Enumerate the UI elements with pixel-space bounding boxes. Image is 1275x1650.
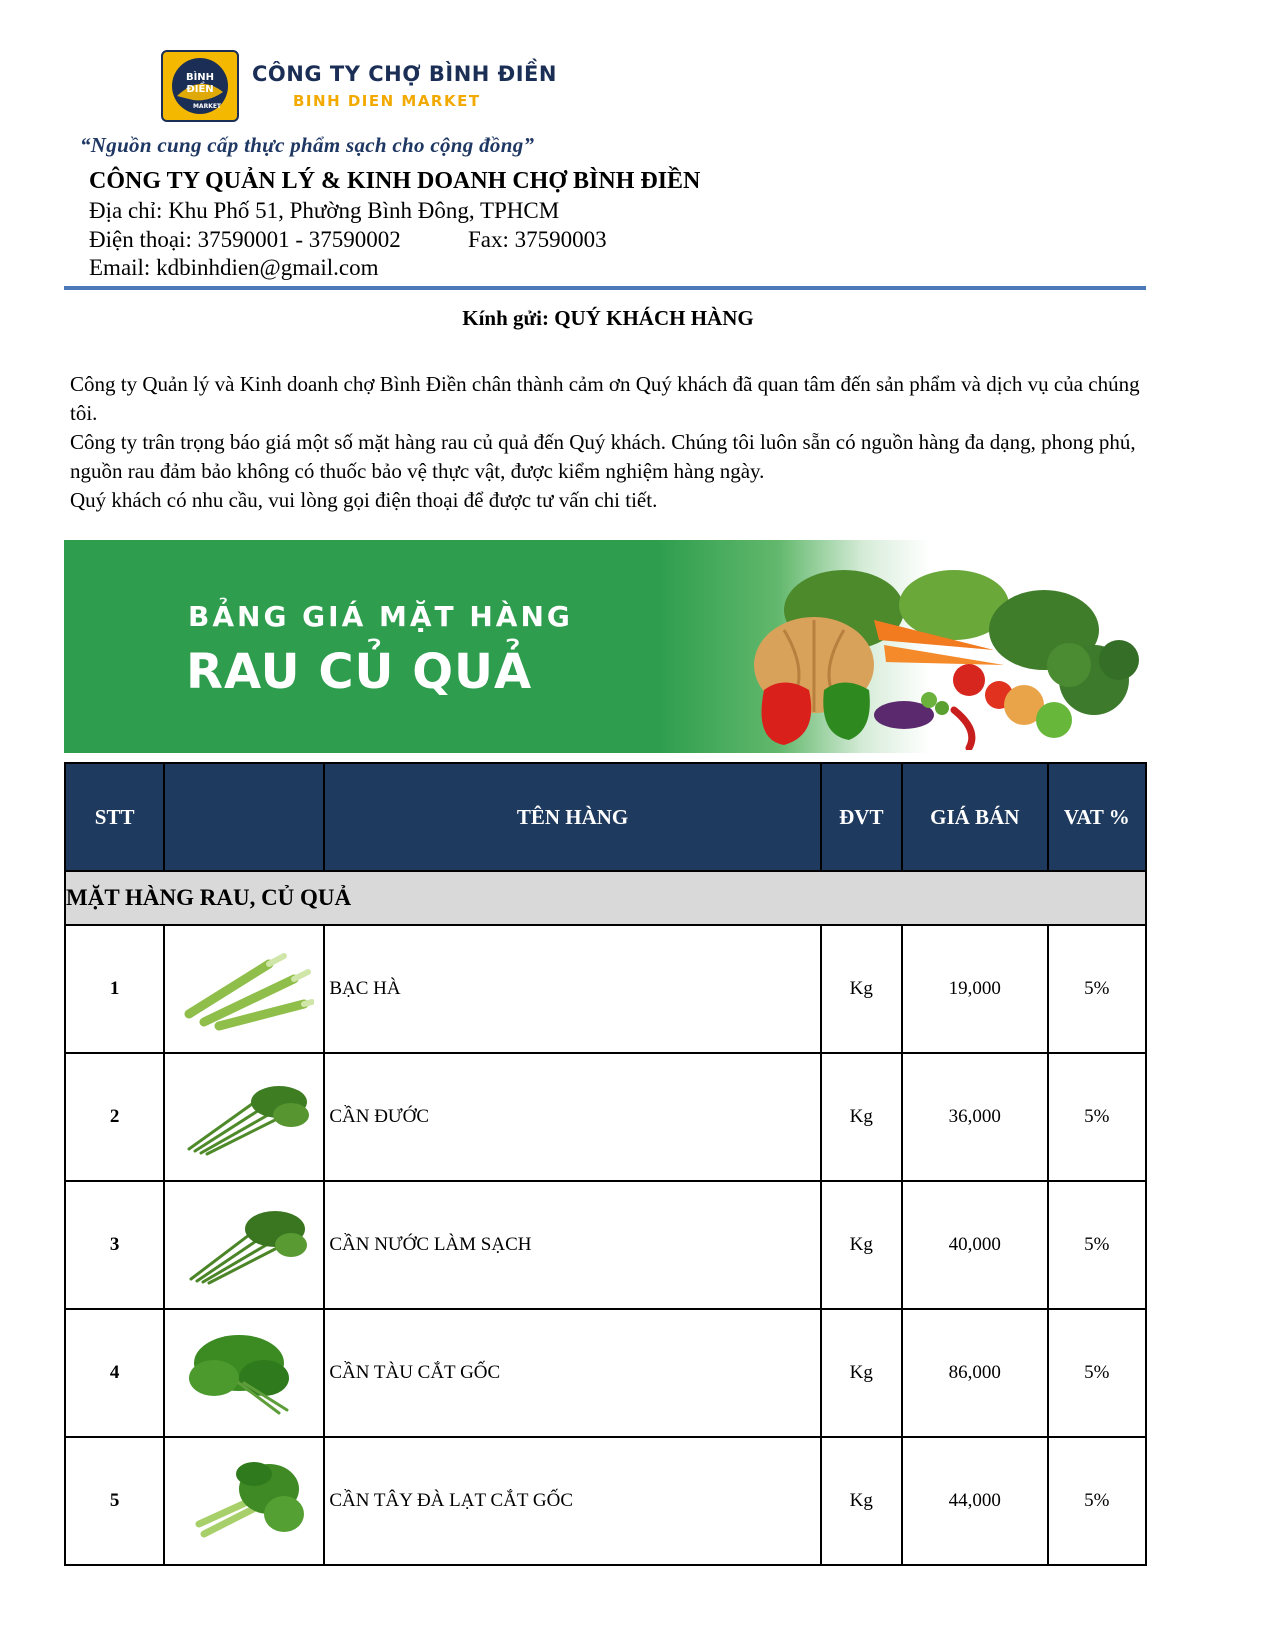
row-name: CẦN TÀU CẮT GỐC bbox=[324, 1309, 820, 1437]
row-unit: Kg bbox=[821, 1437, 902, 1565]
company-email: Email: kdbinhdien@gmail.com bbox=[89, 255, 379, 280]
table-row bbox=[65, 1181, 1146, 1309]
product-image bbox=[164, 1181, 324, 1309]
header-stt: STT bbox=[65, 763, 164, 871]
row-unit: Kg bbox=[821, 1181, 902, 1309]
row-vat: 5% bbox=[1048, 1053, 1146, 1181]
row-name: BẠC HÀ bbox=[324, 925, 820, 1053]
fish-logo-icon bbox=[163, 52, 237, 120]
row-name: CẦN ĐƯỚC bbox=[324, 1053, 820, 1181]
row-unit: Kg bbox=[821, 1053, 902, 1181]
banner-title-line1: BẢNG GIÁ MẶT HÀNG bbox=[188, 600, 573, 633]
logo-company-name: CÔNG TY CHỢ BÌNH ĐIỀN bbox=[252, 62, 557, 86]
row-stt: 4 bbox=[65, 1309, 164, 1437]
can-tay-icon bbox=[179, 1454, 309, 1549]
row-vat: 5% bbox=[1048, 1309, 1146, 1437]
logo-badge-line3: MARKET bbox=[192, 103, 222, 110]
banner-title-line2: RAU CỦ QUẢ bbox=[186, 644, 533, 700]
can-duoc-icon bbox=[179, 1077, 309, 1157]
row-stt: 5 bbox=[65, 1437, 164, 1565]
row-vat: 5% bbox=[1048, 1437, 1146, 1565]
logo-badge-line2: ĐIỀN bbox=[186, 84, 214, 95]
header-unit: ĐVT bbox=[821, 763, 902, 871]
section-row bbox=[65, 871, 1146, 925]
product-image bbox=[164, 925, 324, 1053]
row-name: CẦN TÂY ĐÀ LẠT CẮT GỐC bbox=[324, 1437, 820, 1565]
intro-paragraph-1: Công ty Quản lý và Kinh doanh chợ Bình Điền chân thành cảm ơn Quý khách đã quan tâm đến sản phẩm và dịch vụ của chúng tôi. bbox=[70, 372, 1140, 425]
header-image bbox=[164, 763, 324, 871]
row-name: CẦN NƯỚC LÀM SẠCH bbox=[324, 1181, 820, 1309]
greeting: Kính gửi: QUÝ KHÁCH HÀNG bbox=[462, 306, 754, 330]
product-image bbox=[164, 1053, 324, 1181]
row-price: 44,000 bbox=[902, 1437, 1048, 1565]
company-name: CÔNG TY QUẢN LÝ & KINH DOANH CHỢ BÌNH ĐIỀN bbox=[89, 168, 701, 194]
row-vat: 5% bbox=[1048, 1181, 1146, 1309]
table-row bbox=[65, 1437, 1146, 1565]
company-logo bbox=[161, 50, 239, 122]
table-row bbox=[65, 1309, 1146, 1437]
table-header-row bbox=[65, 763, 1146, 871]
row-stt: 2 bbox=[65, 1053, 164, 1181]
bac-ha-icon bbox=[174, 944, 314, 1034]
intro-paragraph-3: Quý khách có nhu cầu, vui lòng gọi điện thoại để được tư vấn chi tiết. bbox=[70, 488, 658, 512]
row-price: 19,000 bbox=[902, 925, 1048, 1053]
price-list-banner bbox=[64, 540, 1146, 753]
company-address: Địa chỉ: Khu Phố 51, Phường Bình Đông, TPHCM bbox=[89, 198, 560, 223]
row-unit: Kg bbox=[821, 1309, 902, 1437]
header-name: TÊN HÀNG bbox=[324, 763, 820, 871]
row-price: 86,000 bbox=[902, 1309, 1048, 1437]
row-vat: 5% bbox=[1048, 925, 1146, 1053]
row-stt: 3 bbox=[65, 1181, 164, 1309]
intro-text bbox=[70, 370, 1160, 515]
product-image bbox=[164, 1309, 324, 1437]
row-unit: Kg bbox=[821, 925, 902, 1053]
slogan: “Nguồn cung cấp thực phẩm sạch cho cộng đồng” bbox=[80, 133, 535, 157]
price-table bbox=[64, 762, 1147, 1566]
logo-company-sub: BINH DIEN MARKET bbox=[293, 92, 481, 110]
intro-paragraph-2: Công ty trân trọng báo giá một số mặt hàng rau củ quả đến Quý khách. Chúng tôi luôn sẵn có nguồn hàng đa dạng, phong phú, nguồn rau đảm bảo không có thuốc bảo vệ thực vật, được kiểm nghiệm hàng ngày. bbox=[70, 430, 1136, 483]
section-title: MẶT HÀNG RAU, CỦ QUẢ bbox=[65, 871, 1146, 925]
vegetables-illustration-icon bbox=[724, 550, 1144, 750]
company-phone: Điện thoại: 37590001 - 37590002 bbox=[89, 227, 401, 252]
can-tau-icon bbox=[179, 1328, 309, 1418]
header-price: GIÁ BÁN bbox=[902, 763, 1048, 871]
logo-badge-line1: BÌNH bbox=[185, 72, 215, 83]
row-price: 36,000 bbox=[902, 1053, 1048, 1181]
product-image bbox=[164, 1437, 324, 1565]
can-nuoc-icon bbox=[179, 1205, 309, 1285]
company-fax: Fax: 37590003 bbox=[468, 227, 607, 252]
header-vat: VAT % bbox=[1048, 763, 1146, 871]
row-stt: 1 bbox=[65, 925, 164, 1053]
row-price: 40,000 bbox=[902, 1181, 1048, 1309]
table-row bbox=[65, 1053, 1146, 1181]
table-row bbox=[65, 925, 1146, 1053]
header-divider bbox=[64, 286, 1146, 290]
